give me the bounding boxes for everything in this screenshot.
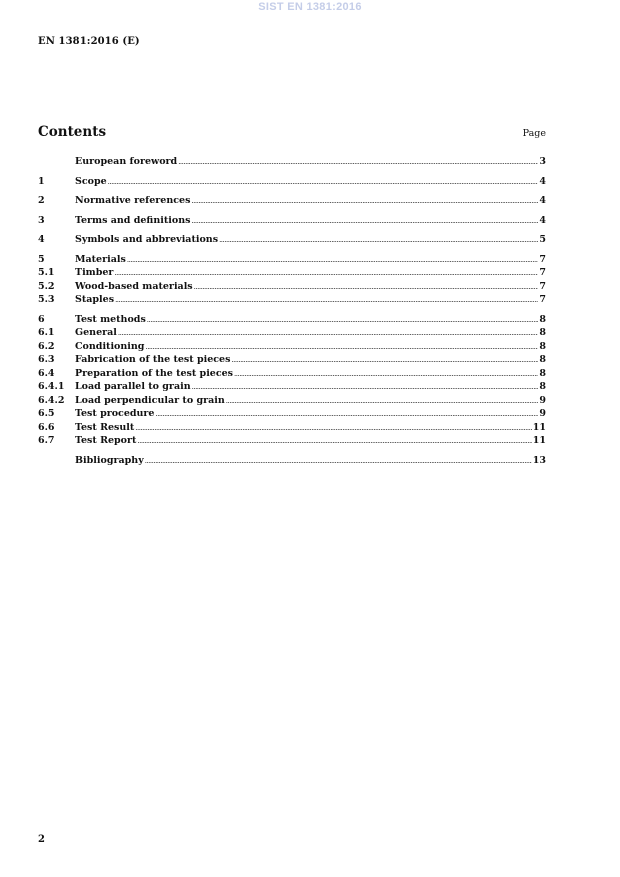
toc-entry-title: European foreword — [75, 156, 178, 167]
toc-entry-number: 5 — [38, 253, 45, 265]
toc-entry-page: 13 — [532, 454, 546, 466]
toc-entry[interactable] — [38, 280, 546, 294]
toc-entry-title: Load parallel to grain — [75, 381, 191, 392]
toc-entry[interactable] — [38, 155, 546, 169]
toc-entry-number: 6.4.1 — [38, 381, 65, 392]
toc-entry[interactable] — [38, 454, 546, 468]
toc-entry-number: 6.4 — [38, 367, 55, 379]
toc-entry-page: 7 — [539, 267, 546, 278]
toc-entry[interactable] — [38, 266, 546, 280]
toc-entry[interactable] — [38, 380, 546, 394]
toc-entry-title: Timber — [75, 267, 114, 278]
toc-entry-title: Terms and definitions — [75, 214, 191, 226]
toc-dot-leader — [127, 254, 539, 268]
toc-entry[interactable] — [38, 353, 546, 367]
toc-entry[interactable] — [38, 233, 546, 247]
toc-entry-page: 7 — [539, 280, 546, 292]
toc-dot-leader — [192, 381, 539, 395]
toc-entry-number: 2 — [38, 195, 45, 206]
toc-entry-title: General — [75, 327, 117, 338]
toc-entry[interactable] — [38, 253, 546, 267]
toc-entry-title: Scope — [75, 175, 107, 187]
toc-entry-title: Normative references — [75, 195, 191, 206]
toc-dot-leader — [178, 156, 538, 170]
toc-entry[interactable] — [38, 340, 546, 354]
toc-entry-number: 6.7 — [38, 435, 55, 446]
toc-dot-leader — [145, 455, 532, 469]
toc-entry[interactable] — [38, 407, 546, 421]
toc-entry-title: Staples — [75, 294, 115, 305]
toc-entry[interactable] — [38, 434, 546, 448]
toc-entry-page: 8 — [539, 381, 546, 392]
toc-dot-leader — [108, 176, 539, 190]
toc-entry[interactable] — [38, 421, 546, 435]
table-of-contents — [38, 155, 546, 467]
toc-entry-title: Materials — [75, 253, 126, 265]
toc-entry[interactable] — [38, 293, 546, 307]
document-id: EN 1381:2016 (E) — [38, 36, 140, 47]
toc-entry[interactable] — [38, 214, 546, 228]
toc-entry-title: Test procedure — [75, 408, 155, 419]
page-column-label: Page — [522, 128, 546, 139]
toc-entry-page: 3 — [539, 156, 546, 167]
toc-entry-number: 6.5 — [38, 408, 55, 419]
toc-entry-title: Test methods — [75, 313, 146, 325]
contents-title: Contents — [38, 124, 107, 140]
toc-dot-leader — [226, 395, 539, 409]
toc-dot-leader — [145, 341, 538, 355]
toc-dot-leader — [191, 195, 538, 209]
toc-dot-leader — [194, 281, 539, 295]
toc-entry-page: 4 — [539, 214, 546, 226]
toc-entry-page: 4 — [539, 195, 546, 206]
toc-entry-number: 6.3 — [38, 354, 55, 365]
toc-entry[interactable] — [38, 313, 546, 327]
toc-entry-number: 4 — [38, 234, 45, 245]
toc-entry-page: 5 — [539, 234, 546, 245]
toc-entry-number: 5.3 — [38, 294, 55, 305]
toc-entry-number: 6 — [38, 313, 45, 325]
toc-entry-title: Test Result — [75, 421, 135, 433]
toc-entry-page: 11 — [532, 435, 546, 446]
toc-dot-leader — [231, 354, 538, 368]
toc-entry-number: 6.4.2 — [38, 394, 65, 406]
toc-dot-leader — [115, 294, 538, 308]
toc-entry-number: 6.2 — [38, 340, 55, 352]
toc-dot-leader — [219, 234, 538, 248]
toc-entry-page: 9 — [539, 408, 546, 419]
toc-entry-number: 5.1 — [38, 267, 55, 278]
toc-entry-title: Symbols and abbreviations — [75, 234, 219, 245]
toc-entry-page: 11 — [532, 421, 546, 433]
toc-entry-page: 8 — [539, 340, 546, 352]
toc-entry-number: 6.6 — [38, 421, 55, 433]
toc-entry-page: 8 — [539, 354, 546, 365]
toc-entry-page: 8 — [539, 327, 546, 338]
toc-entry-page: 4 — [539, 175, 546, 187]
toc-entry-title: Wood-based materials — [75, 280, 193, 292]
toc-entry-title: Preparation of the test pieces — [75, 367, 234, 379]
toc-dot-leader — [147, 314, 539, 328]
toc-entry[interactable] — [38, 394, 546, 408]
toc-entry-page: 7 — [539, 253, 546, 265]
toc-entry[interactable] — [38, 367, 546, 381]
toc-dot-leader — [137, 435, 531, 449]
toc-entry[interactable] — [38, 175, 546, 189]
toc-entry-page: 8 — [539, 367, 546, 379]
toc-entry[interactable] — [38, 194, 546, 208]
toc-entry-number: 6.1 — [38, 327, 55, 338]
toc-entry-title: Conditioning — [75, 340, 145, 352]
toc-dot-leader — [114, 267, 538, 281]
toc-dot-leader — [234, 368, 538, 382]
toc-dot-leader — [155, 408, 538, 422]
toc-entry-title: Test Report — [75, 435, 137, 446]
toc-entry-number: 1 — [38, 175, 45, 187]
toc-dot-leader — [135, 422, 532, 436]
toc-entry-page: 9 — [539, 394, 546, 406]
toc-entry-title: Fabrication of the test pieces — [75, 354, 231, 365]
toc-dot-leader — [118, 327, 538, 341]
watermark: SIST EN 1381:2016 — [258, 1, 362, 13]
toc-entry-title: Bibliography — [75, 454, 144, 466]
toc-dot-leader — [191, 215, 538, 229]
page-number: 2 — [38, 834, 45, 845]
toc-entry-title: Load perpendicular to grain — [75, 394, 225, 406]
toc-entry-page: 8 — [539, 313, 546, 325]
toc-entry-number: 5.2 — [38, 280, 55, 292]
toc-entry[interactable] — [38, 326, 546, 340]
toc-entry-page: 7 — [539, 294, 546, 305]
toc-entry-number: 3 — [38, 214, 45, 226]
